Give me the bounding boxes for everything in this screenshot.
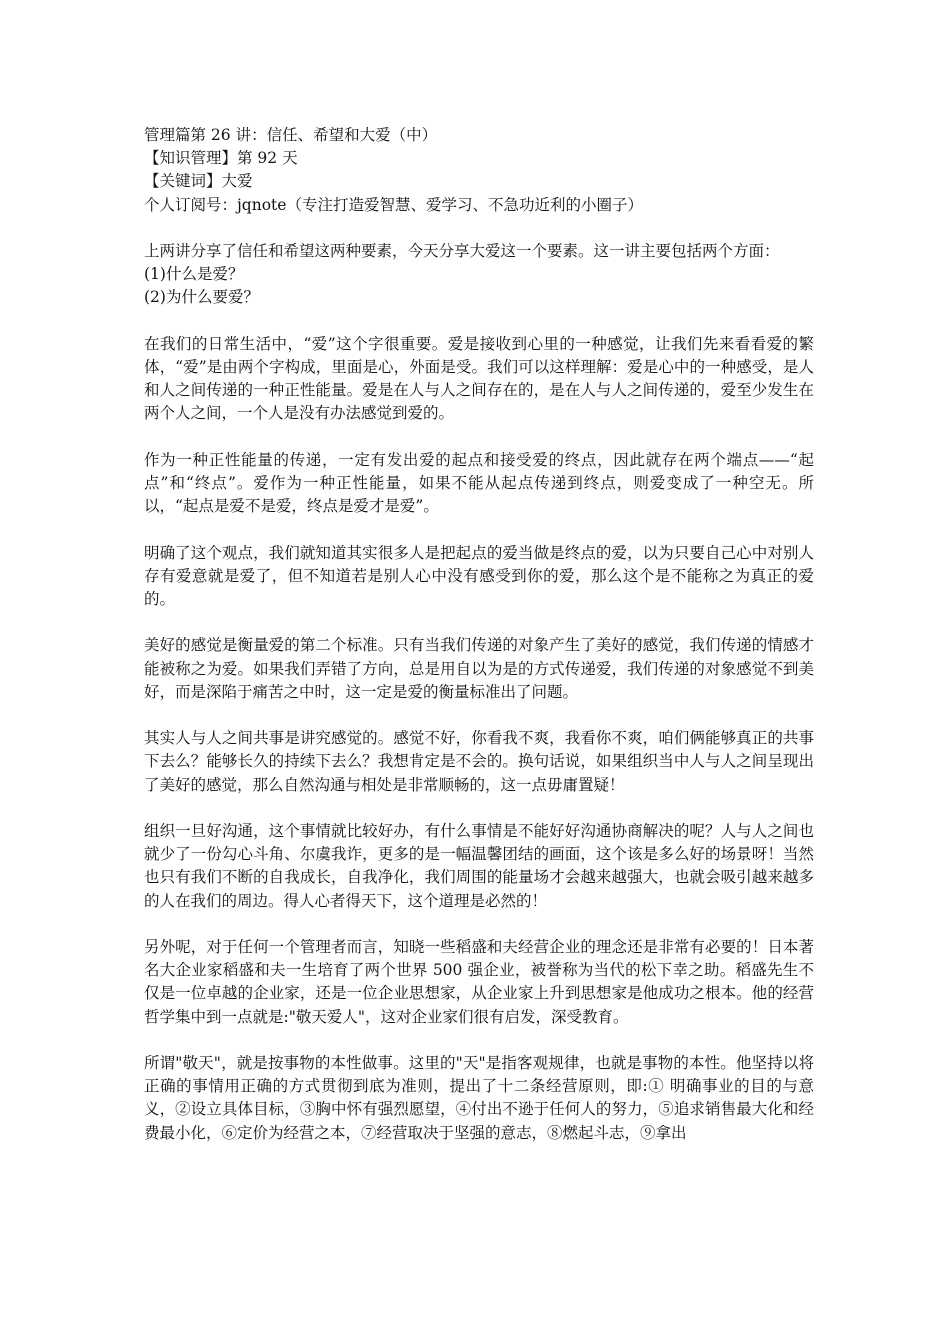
paragraph: 另外呢，对于任何一个管理者而言，知晓一些稻盛和夫经营企业的理念还是非常有必要的！日本著名大企业家稻盛和夫一生培育了两个世界 500 强企业，被誉称为当代的松下幸之助。稻盛先生不仅是一位卓越的企业家，还是一位企业思想家，从企业家上升到思想家是他成功之根本。他的经营哲学集中到一点就是:"敬天爱人"，这对企业家们很有启发，深受教育。 bbox=[144, 937, 814, 1026]
paragraph: 明确了这个观点，我们就知道其实很多人是把起点的爱当做是终点的爱，以为只要自己心中对别人存有爱意就是爱了，但不知道若是别人心中没有感受到你的爱，那么这个是不能称之为真正的爱的。 bbox=[144, 543, 814, 608]
document-body bbox=[144, 124, 814, 1145]
paragraph: 在我们的日常生活中，“爱”这个字很重要。爱是接收到心里的一种感觉，让我们先来看看爱的繁体，“爱”是由两个字构成，里面是心，外面是受。我们可以这样理解：爱是心中的一种感受，是人和人之间传递的一种正性能量。爱是在人与人之间存在的，是在人与人之间传递的，爱至少发生在两个人之间，一个人是没有办法感觉到爱的。 bbox=[144, 334, 814, 423]
spacer bbox=[144, 217, 814, 240]
spacer bbox=[144, 426, 814, 449]
paragraph: 组织一旦好沟通，这个事情就比较好办，有什么事情是不能好好沟通协商解决的呢？人与人之间也就少了一份勾心斗角、尔虞我诈，更多的是一幅温馨团结的画面，这个该是多么好的场景呀！当然也只有我们不断的自我成长，自我净化，我们周围的能量场才会越来越强大，也就会吸引越来越多的人在我们的周边。得人心者得天下，这个道理是必然的！ bbox=[144, 821, 814, 910]
question-one: (1)什么是爱？ bbox=[144, 265, 244, 284]
spacer bbox=[144, 1029, 814, 1052]
paragraph: 其实人与人之间共事是讲究感觉的。感觉不好，你看我不爽，我看你不爽，咱们俩能够真正的共事下去么？能够长久的持续下去么？我想肯定是不会的。换句话说，如果组织当中人与人之间呈现出了美好的感觉，那么自然沟通与相处是非常顺畅的，这一点毋庸置疑！ bbox=[144, 729, 814, 794]
spacer bbox=[144, 704, 814, 727]
spacer bbox=[144, 797, 814, 820]
spacer bbox=[144, 913, 814, 936]
spacer bbox=[144, 611, 814, 634]
spacer bbox=[144, 310, 814, 333]
spacer bbox=[144, 518, 814, 541]
paragraph: 美好的感觉是衡量爱的第二个标准。只有当我们传递的对象产生了美好的感觉，我们传递的情感才能被称之为爱。如果我们弄错了方向，总是用自以为是的方式传递爱，我们传递的对象感觉不到美好，而是深陷于痛苦之中时，这一定是爱的衡量标准出了问题。 bbox=[144, 636, 814, 701]
paragraph: 作为一种正性能量的传递，一定有发出爱的起点和接受爱的终点，因此就存在两个端点——“起点”和“终点”。爱作为一种正性能量，如果不能从起点传递到终点，则爱变成了一种空无。所以，“起点是爱不是爱，终点是爱才是爱”。 bbox=[144, 450, 814, 516]
series-label: 【知识管理】第 92 天 bbox=[144, 149, 298, 168]
keywords-label: 【关键词】大爱 bbox=[144, 172, 253, 191]
question-two: (2)为什么要爱？ bbox=[144, 288, 259, 307]
subscription-info: 个人订阅号：jqnote（专注打造爱智慧、爱学习、不急功近利的小圈子） bbox=[144, 195, 643, 214]
lecture-title: 管理篇第 26 讲：信任、希望和大爱（中） bbox=[144, 126, 438, 144]
intro-line: 上两讲分享了信任和希望这两种要素，今天分享大爱这一个要素。这一讲主要包括两个方面： bbox=[144, 242, 780, 260]
paragraph: 所谓"敬天"，就是按事物的本性做事。这里的"天"是指客观规律，也就是事物的本性。他坚持以将正确的事情用正确的方式贯彻到底为准则，提出了十二条经营原则，即:① 明确事业的目的与意义，②设立具体目标，③胸中怀有强烈愿望，④付出不逊于任何人的努力，⑤追求销售最大化和经费最小化，⑥定价为经营之本，⑦经营取决于坚强的意志，⑧燃起斗志，⑨拿出 bbox=[144, 1053, 814, 1142]
